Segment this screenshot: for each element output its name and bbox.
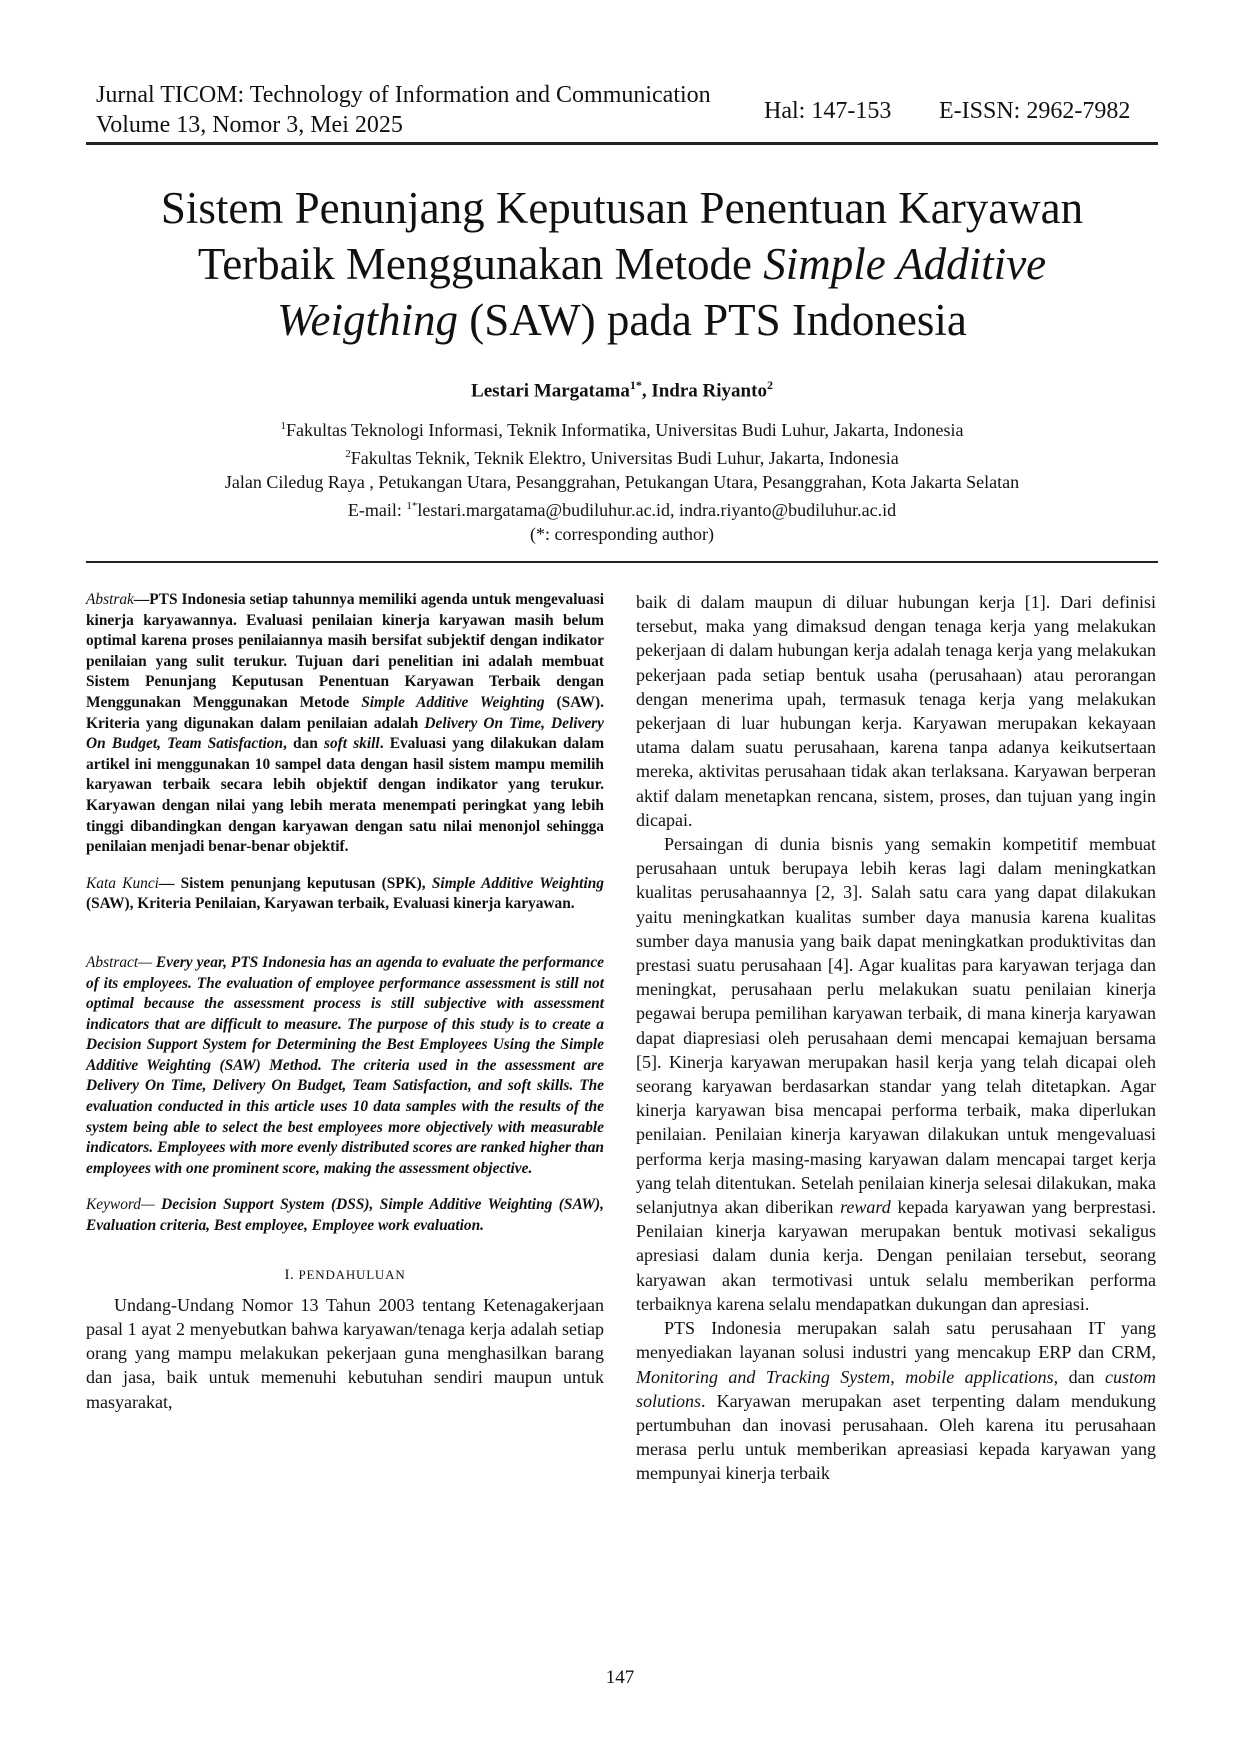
section-title: PENDAHULUAN: [298, 1266, 406, 1282]
affiliations: [86, 414, 1158, 546]
right-p2-italic: reward: [840, 1197, 891, 1218]
section-heading-1: [86, 1263, 604, 1287]
abstrak-text-3: , dan: [283, 735, 324, 753]
issn: E-ISSN: 2962-7982: [939, 98, 1131, 124]
left-paragraph-1: Undang-Undang Nomor 13 Tahun 2003 tentang Ketenagakerjaan pasal 1 ayat 2 menyebutkan bahwa karyawan/tenaga kerja adalah setiap orang yang mampu melakukan pekerjaan guna menghasilkan barang dan jasa, baik untuk memenuhi kebutuhan sendiri maupun untuk masyarakat,: [86, 1294, 604, 1412]
right-paragraph-2: [636, 832, 1156, 1316]
affiliation-1: [86, 414, 1158, 442]
right-p3-text-c: , dan: [1053, 1366, 1105, 1387]
title-line-3a: Weigthing: [277, 295, 459, 345]
page-range: Hal: 147-153: [764, 98, 892, 124]
abstrak-italic-3: soft skill: [323, 735, 380, 753]
right-paragraph-3: [636, 1316, 1156, 1485]
keyword-en-dash: —: [141, 1196, 162, 1214]
abstrak: [86, 590, 604, 858]
right-p3-text-a: PTS Indonesia merupakan salah satu perusahaan IT yang menyediakan layanan solusi industri yang mencakup ERP dan CRM,: [636, 1318, 1156, 1363]
title-line-3b: (SAW) pada PTS Indonesia: [458, 295, 967, 345]
header-rule: [86, 142, 1158, 145]
affiliation-2-text: Fakultas Teknik, Teknik Elektro, Universitas Budi Luhur, Jakarta, Indonesia: [350, 448, 899, 468]
abstrak-dash: —: [133, 591, 150, 608]
kata-kunci-dash: —: [158, 874, 181, 892]
right-p2-text-a: Persaingan di dunia bisnis yang semakin kompetitif membuat perusahaan untuk berupaya lebih keras lagi dalam meningkatkan kualitas perusahaannya [2, 3]. Salah satu cara yang dapat dilakukan yaitu meningkatkan kualitas sumber daya manusia karena kualitas sumber daya manusia yang baik dapat meningkatkan produktivitas dan prestasi suatu perusahaan [4]. Agar kualitas para karyawan terjaga dan meningkat, perusahaan perlu melakukan suatu penilaian kinerja pegawai berupa pemilihan karyawan terbaik, di mana kinerja karyawan dapat diapresiasi oleh perusahaan demi mencapai kemajuan bersama [5]. Kinerja karyawan merupakan hasil kerja yang telah dicapai oleh seorang karyawan berdasarkan standar yang telah ditetapkan. Agar kinerja karyawan bisa mencapai performa terbaik, maka diperlukan penilaian. Penilaian kinerja karyawan dilakukan untuk mengevaluasi performa kerja masing-masing karyawan dalam mencapai target kerja yang telah ditentukan. Setelah penilaian kinerja selesai dilakukan, maka selanjutnya akan diberikan: [636, 834, 1156, 1218]
page-number: 147: [605, 1667, 635, 1688]
affiliation-2: [86, 442, 1158, 470]
kata-kunci-italic: Simple Additive Weighting: [431, 874, 604, 892]
left-column: [86, 590, 604, 1414]
abstrak-italic-1: Simple Additive Weighting: [361, 693, 545, 711]
journal-volume: Volume 13, Nomor 3, Mei 2025: [96, 112, 403, 138]
title-line-2a: Terbaik Menggunakan Metode: [197, 239, 764, 289]
address: Jalan Ciledug Raya , Petukangan Utara, Pesanggrahan, Petukangan Utara, Pesanggrahan, Kota Jakarta Selatan: [224, 472, 1020, 492]
abstract-en-dash: —: [138, 953, 156, 971]
affiliation-1-text: Fakultas Teknologi Informasi, Teknik Informatika, Universitas Budi Luhur, Jakarta, Indonesia: [286, 420, 964, 440]
kata-kunci-text-1: Sistem penunjang keputusan (SPK),: [180, 874, 432, 892]
right-paragraph-1: baik di dalam maupun di diluar hubungan kerja [1]. Dari definisi tersebut, maka yang dimaksud dengan tenaga kerja yang melakukan pekerjaan di dalam hubungan kerja adalah tenaga kerja yang melakukan pekerjaan pada setiap bentuk usaha (perusahaan) atau perorangan dengan menerima upah, termasuk tenaga kerja yang melakukan pekerjaan di luar hubungan kerja. Karyawan merupakan kekayaan utama dalam suatu perusahaan, karena tanpa adanya keikutsertaan mereka, aktivitas perusahaan tidak akan terlaksana. Karyawan berperan aktif dalam menetapkan rencana, sistem, proses, dan tujuan yang ingin dicapai.: [636, 592, 1156, 830]
author-2-mark: 2: [766, 378, 773, 392]
keyword-en: [86, 1195, 604, 1236]
right-p3-italic-3: custom solutions: [636, 1366, 1156, 1411]
abstrak-label: Abstrak: [86, 591, 134, 608]
abstrak-text-2: (SAW). Kriteria yang digunakan dalam penilaian adalah: [86, 693, 604, 732]
kata-kunci-label: Kata Kunci: [86, 874, 159, 892]
kata-kunci-text-2: (SAW), Kriteria Penilaian, Karyawan terbaik, Evaluasi kinerja karyawan.: [86, 895, 575, 913]
title-line-1: Sistem Penunjang Keputusan Penentuan Karyawan: [160, 183, 1084, 233]
email-label: E-mail:: [347, 500, 407, 520]
kata-kunci: [86, 874, 604, 915]
author-1: Lestari Margatama: [471, 380, 630, 402]
email-mark: 1*: [406, 500, 418, 512]
abstract-en: [86, 953, 604, 1180]
abstrak-italic-2: Delivery On Time, Delivery On Budget, Team Satisfaction: [86, 714, 605, 753]
paper-title: [86, 180, 1158, 348]
email-line: [86, 494, 1158, 522]
right-p3-italic-2: mobile applications: [905, 1366, 1054, 1387]
author-list: [86, 378, 1158, 402]
right-p3-text-b: ,: [890, 1366, 906, 1387]
keyword-en-text: Decision Support System (DSS), Simple Additive Weighting (SAW), Evaluation criteria, Best employee, Employee work evaluation.: [86, 1196, 604, 1235]
abstract-en-label: Abstract: [86, 953, 139, 971]
right-p3-text-d: . Karyawan merupakan aset terpenting dalam mendukung pertumbuhan dan inovasi perusahaan. Oleh karena itu perusahaan merasa perlu untuk memberikan apreasiasi kepada karyawan yang mempunyai kinerja terbaik: [636, 1390, 1156, 1484]
title-line-2b: Simple Additive: [763, 239, 1047, 289]
section-number: I.: [284, 1266, 299, 1283]
abstrak-text-4: . Evaluasi yang dilakukan dalam artikel ini menggunakan 10 sampel data dengan hasil sistem mampu memilih karyawan terbaik secara lebih objektif dengan indikator yang terukur. Karyawan dengan nilai yang lebih merata menempati peringkat yang lebih tinggi dibandingkan dengan karyawan dengan satu nilai menonjol sehingga penilaian menjadi benar-benar objektif.: [86, 735, 605, 856]
email-addresses: lestari.margatama@budiluhur.ac.id, indra.riyanto@budiluhur.ac.id: [417, 500, 897, 520]
author-separator: ,: [641, 380, 652, 402]
keyword-en-label: Keyword: [86, 1196, 142, 1214]
corresponding-note: (*: corresponding author): [530, 524, 714, 544]
title-divider: [86, 561, 1158, 563]
affiliation-2-mark: 2: [345, 448, 351, 460]
journal-name: Jurnal TICOM: Technology of Information and Communication: [96, 82, 711, 108]
right-column: [636, 590, 1156, 1486]
right-p2-text-b: kepada karyawan yang berprestasi. Penilaian kinerja karyawan merupakan bentuk motivasi sekaligus apresiasi dalam dunia kerja. Dengan penilaian tersebut, seorang karyawan akan termotivasi untuk selalu memberikan performa terbaiknya karena selalu mendapatkan dukungan dan apresiasi.: [636, 1197, 1156, 1314]
author-2: Indra Riyanto: [651, 380, 767, 402]
abstrak-text-1: PTS Indonesia setiap tahunnya memiliki agenda untuk mengevaluasi kinerja karyawannya. Evaluasi penilaian kinerja karyawan masih belum optimal karena proses penilaiannya masih bersifat subjektif dengan indikator penilaian yang sulit terukur. Tujuan dari penelitian ini adalah membuat Sistem Penunjang Keputusan Penentuan Karyawan Terbaik dengan Menggunakan Menggunakan Metode: [86, 591, 604, 711]
affiliation-1-mark: 1: [280, 420, 287, 432]
right-p3-italic-1: Monitoring and Tracking System: [636, 1366, 891, 1387]
abstract-en-text: Every year, PTS Indonesia has an agenda to evaluate the performance of its employees. The evaluation of employee performance assessment is still not optimal because the assessment process is still subjective with assessment indicators that are difficult to measure. The purpose of this study is to create a Decision Support System for Determining the Best Employees Using the Simple Additive Weighting (SAW) Method. The criteria used in the assessment are Delivery On Time, Delivery On Budget, Team Satisfaction, and soft skills. The evaluation conducted in this article uses 10 data samples with the results of the system being able to select the best employees more objectively with measurable indicators. Employees with more evenly distributed scores are ranked higher than employees with one prominent score, making the assessment objective.: [86, 953, 604, 1177]
author-1-mark: 1*: [629, 378, 642, 392]
journal-info: [96, 80, 711, 140]
